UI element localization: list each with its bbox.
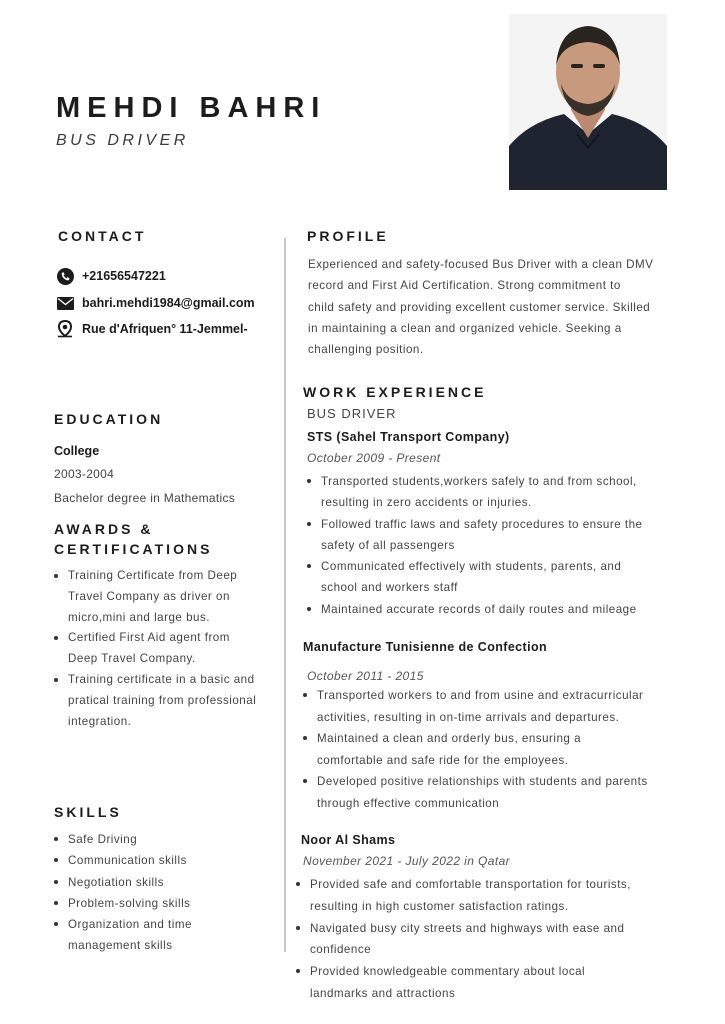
job-bullet: Transported workers to and from usine and extracurricular activities, resulting in on-time arrivals and departures. <box>301 685 675 728</box>
job-bullet: Navigated busy city streets and highways with ease and confidence <box>294 918 674 962</box>
award-item: Training Certificate from Deep Travel Company as driver on micro,mini and large bus. <box>52 566 278 628</box>
education-school: College <box>54 444 100 458</box>
education-degree: Bachelor degree in Mathematics <box>54 491 236 505</box>
job-dates: October 2011 - 2015 <box>307 669 424 683</box>
awards-list <box>52 566 278 732</box>
profile-summary: Experienced and safety-focused Bus Driver with a clean DMV record and First Aid Certification. Strong commitment to child safety and providing excellent customer service. Skilled in maintaining a clean and organized vehicle. Seeking a challenging position. <box>308 258 654 357</box>
job-company: STS (Sahel Transport Company) <box>307 430 510 444</box>
location-pin-icon <box>56 320 74 338</box>
education-heading: EDUCATION <box>54 411 164 427</box>
skill-item: Negotiation skills <box>52 872 278 893</box>
awards-heading-line1: AWARDS & <box>54 521 154 537</box>
award-item: Training certificate in a basic and pratical training from professional integration. <box>52 670 278 732</box>
work-subheading: BUS DRIVER <box>307 406 397 421</box>
job-bullet: Provided knowledgeable commentary about local landmarks and attractions <box>294 961 674 1005</box>
awards-heading-line2: CERTIFICATIONS <box>54 541 213 557</box>
job-bullet: Maintained accurate records of daily routes and mileage <box>305 599 675 620</box>
job-company: Noor Al Shams <box>301 833 396 847</box>
job-bullet: Provided safe and comfortable transportation for tourists, resulting in high customer satisfaction ratings. <box>294 874 674 918</box>
skill-item: Communication skills <box>52 850 278 871</box>
envelope-icon <box>56 294 74 312</box>
candidate-name: MEHDI BAHRI <box>56 92 327 124</box>
job-bullet: Communicated effectively with students, parents, and school and workers staff <box>305 556 675 599</box>
column-divider <box>284 238 286 952</box>
skills-heading: SKILLS <box>54 804 122 820</box>
job-bullet: Transported students,workers safely to and from school, resulting in zero accidents or injuries. <box>305 471 675 514</box>
job-bullet: Maintained a clean and orderly bus, ensuring a comfortable and safe ride for the employees. <box>301 728 675 771</box>
job-dates: November 2021 - July 2022 in Qatar <box>303 854 511 868</box>
skill-item: Safe Driving <box>52 829 278 850</box>
phone-icon <box>56 267 74 285</box>
contact-email[interactable] <box>56 294 255 312</box>
contact-address <box>56 320 248 338</box>
profile-heading: PROFILE <box>307 228 389 244</box>
awards-heading <box>54 519 212 559</box>
skill-item: Organization and time management skills <box>52 914 278 957</box>
job-dates: October 2009 - Present <box>307 451 441 465</box>
contact-address-text: Rue d'Afriquen° 11-Jemmel- <box>82 322 248 336</box>
work-heading: WORK EXPERIENCE <box>303 384 487 400</box>
job-bullet: Followed traffic laws and safety procedures to ensure the safety of all passengers <box>305 514 675 557</box>
contact-phone[interactable] <box>56 267 166 285</box>
job-bullet: Developed positive relationships with students and parents through effective communication <box>301 771 675 814</box>
skill-item: Problem-solving skills <box>52 893 278 914</box>
contact-heading: CONTACT <box>58 228 147 244</box>
job-bullets <box>305 471 675 620</box>
job-bullets <box>294 874 674 1005</box>
contact-email-text: bahri.mehdi1984@gmail.com <box>82 296 255 310</box>
contact-phone-text: +21656547221 <box>82 269 166 283</box>
profile-photo <box>509 14 667 190</box>
education-years: 2003-2004 <box>54 467 115 481</box>
candidate-title: BUS DRIVER <box>56 132 189 149</box>
job-bullets <box>301 685 675 815</box>
award-item: Certified First Aid agent from Deep Travel Company. <box>52 628 278 670</box>
skills-list <box>52 829 278 957</box>
job-company: Manufacture Tunisienne de Confection <box>303 640 548 654</box>
